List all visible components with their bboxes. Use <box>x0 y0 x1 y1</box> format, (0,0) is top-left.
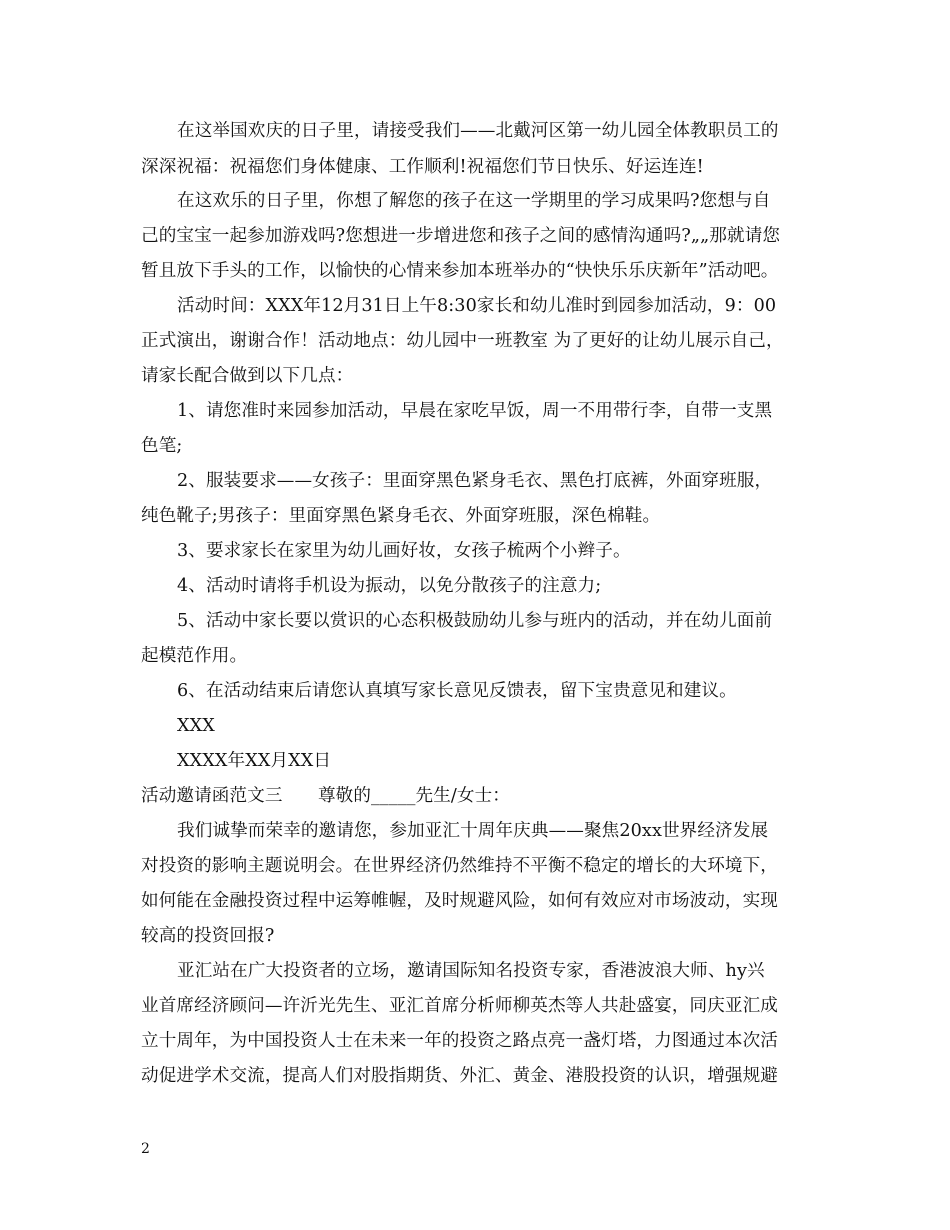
text-line: 4、活动时请将手机设为振动，以免分散孩子的注意力; <box>177 576 602 596</box>
text-line: 暂且放下手头的工作，以愉快的心情来参加本班举办的“快快乐乐庆新年”活动吧。 <box>141 261 779 281</box>
text-line: 如何能在金融投资过程中运筹帷幄，及时规避风险，如何有效应对市场波动，实现 <box>141 891 778 911</box>
text-line: 在这举国欢庆的日子里，请接受我们——北戴河区第一幼儿园全体教职员工的 <box>177 121 779 141</box>
text-line: 活动时间：XXX年12月31日上午8:30家长和幼儿准时到园参加活动，9：00 <box>177 296 777 316</box>
text-line: 较高的投资回报? <box>141 926 275 946</box>
text-line: 1、请您准时来园参加活动，早晨在家吃早饭，周一不用带行李，自带一支黑 <box>177 401 773 421</box>
text-line: 己的宝宝一起参加游戏吗?您想进一步增进您和孩子之间的感情沟通吗?„„那就请您 <box>141 226 781 246</box>
text-line: 在这欢乐的日子里，你想了解您的孩子在这一学期里的学习成果吗?您想与自 <box>177 191 771 211</box>
text-line: 亚汇站在广大投资者的立场，邀请国际知名投资专家，香港波浪大师、hy兴 <box>177 961 765 981</box>
text-line: 5、活动中家长要以赏识的心态积极鼓励幼儿参与班内的活动，并在幼儿面前 <box>177 611 773 631</box>
text-line: 立十周年，为中国投资人士在未来一年的投资之路点亮一盏灯塔，力图通过本次活 <box>141 1031 778 1051</box>
text-line: 深深祝福：祝福您们身体健康、工作顺利!祝福您们节日快乐、好运连连! <box>141 157 704 177</box>
text-line: 业首席经济顾问—许沂光先生、亚汇首席分析师柳英杰等人共赴盛宴，同庆亚汇成 <box>141 996 778 1016</box>
page-number: 2 <box>141 1141 150 1157</box>
text-line: 动促进学术交流，提高人们对股指期货、外汇、黄金、港股投资的认识，增强规避 <box>141 1066 778 1086</box>
text-line: 活动邀请函范文三 尊敬的_____先生/女士： <box>141 786 511 806</box>
text-line: 色笔; <box>141 436 183 456</box>
text-line: 正式演出，谢谢合作！活动地点：幼儿园中一班教室 为了更好的让幼儿展示自己， <box>141 331 784 351</box>
text-line: XXXX年XX月XX日 <box>177 751 332 771</box>
text-line: XXX <box>177 716 215 736</box>
text-line: 对投资的影响主题说明会。在世界经济仍然维持不平衡不稳定的增长的大环境下， <box>141 856 778 876</box>
text-line: 6、在活动结束后请您认真填写家长意见反馈表，留下宝贵意见和建议。 <box>177 681 737 701</box>
text-line: 起模范作用。 <box>141 646 248 666</box>
text-line: 2、服装要求——女孩子：里面穿黑色紧身毛衣、黑色打底裤，外面穿班服， <box>177 471 773 491</box>
text-line: 3、要求家长在家里为幼儿画好妆，女孩子梳两个小辫子。 <box>177 541 631 561</box>
text-line: 请家长配合做到以下几点： <box>141 366 354 386</box>
text-line: 纯色靴子;男孩子：里面穿黑色紧身毛衣、外面穿班服，深色棉鞋。 <box>141 506 661 526</box>
text-line: 我们诚挚而荣幸的邀请您，参加亚汇十周年庆典——聚焦20xx世界经济发展 <box>177 821 769 841</box>
